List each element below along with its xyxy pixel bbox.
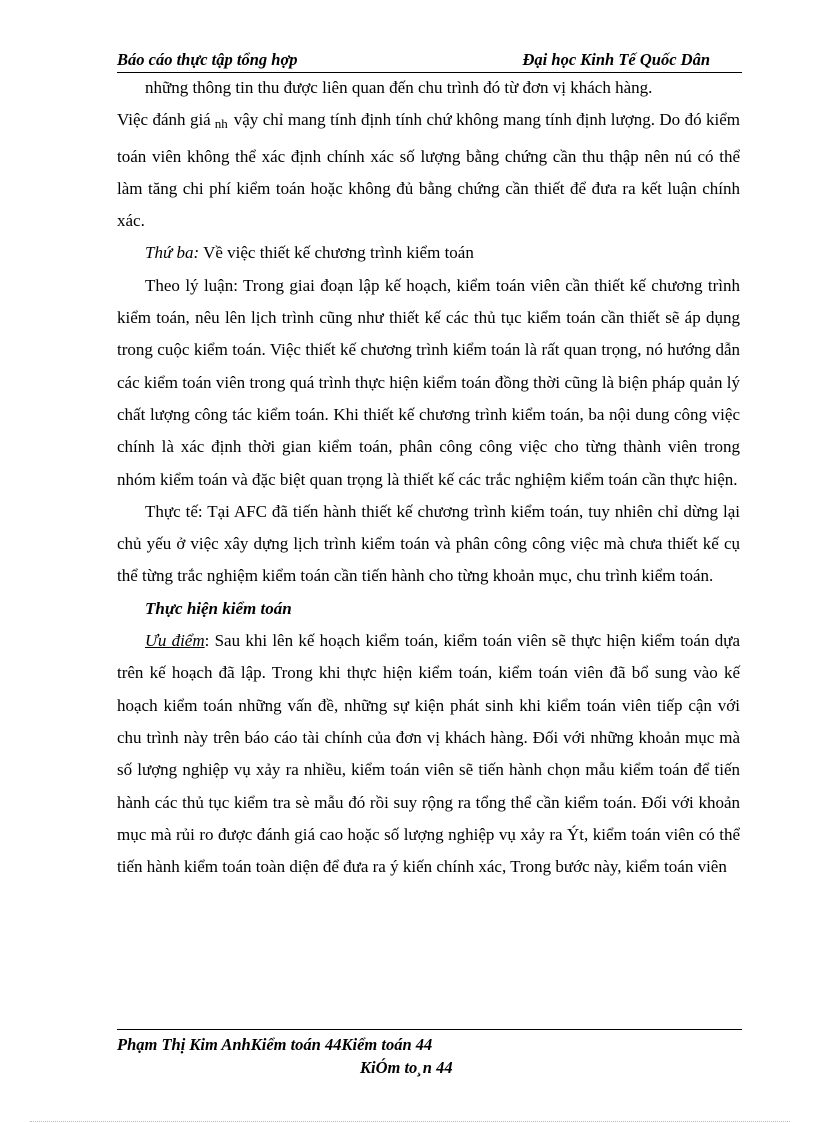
page-bottom-border bbox=[30, 1121, 790, 1122]
paragraph-evaluation-start: Việc đánh giá bbox=[117, 110, 211, 130]
document-body bbox=[117, 72, 740, 883]
footer-author: Phạm Thị Kim AnhKiểm toán 44Kiểm toán 44 bbox=[117, 1035, 433, 1054]
footer-department: KiÓm to¸n 44 bbox=[360, 1058, 453, 1077]
footer-divider bbox=[117, 1029, 742, 1030]
paragraph-evaluation-rest: vậy chỉ mang tính định tính chứ không mang tính định lượng. Do đó kiểm toán viên không thể xác định chính xác số lượng bằng chứng cần thu thập nên nú có thể làm tăng chi phí kiểm toán hoặc không đủ bằng chứng cần thiết để đưa ra kết luận chính xác. bbox=[117, 110, 740, 231]
paragraph-advantages bbox=[117, 625, 740, 883]
paragraph-theory: Theo lý luận: Trong giai đoạn lập kế hoạch, kiểm toán viên cần thiết kế chương trình kiểm toán, nêu lên lịch trình cũng như thiết kế các thủ tục kiểm toán cần thiết sẽ áp dụng trong cuộc kiểm toán. Việc thiết kế chương trình kiểm toán là rất quan trọng, nó hướng dẫn các kiểm toán viên trong quá trình thực hiện kiểm toán đồng thời cũng là biện pháp quản lý chất lượng công tác kiểm toán. Khi thiết kế chương trình kiểm toán, ba nội dung công việc chính là xác định thời gian kiểm toán, phân công công việc cho từng thành viên trong nhóm kiểm toán và đặc biệt quan trọng là thiết kế các trắc nghiệm kiểm toán cần thực hiện. bbox=[117, 275, 740, 489]
third-point-label: Thứ ba: bbox=[145, 243, 200, 263]
paragraph-evaluation-subscript: nh bbox=[214, 116, 228, 132]
page-header bbox=[117, 50, 742, 73]
third-point-text: Về việc thiết kế chương trình kiểm toán bbox=[199, 243, 474, 263]
header-university: Đại học Kinh Tế Quốc Dân bbox=[522, 50, 710, 69]
paragraph-practice: Thực tế: Tại AFC đã tiến hành thiết kế chương trình kiểm toán, tuy nhiên chỉ dừng lại chủ yếu ở việc xây dựng lịch trình kiểm toán và phân công công việc mà chưa thiết kế cụ thể từng trắc nghiệm kiểm toán cần tiến hành cho từng khoản mục, chu trình kiểm toán. bbox=[117, 501, 740, 586]
advantages-text: : Sau khi lên kế hoạch kiểm toán, kiểm toán viên sẽ thực hiện kiểm toán dựa trên kế hoạch đã lập. Trong khi thực hiện kiểm toán, kiểm toán viên đã bổ sung vào kế hoạch kiểm toán những vấn đề, những sự kiện phát sinh khi kiểm toán viên tiếp cận với chu trình này trên báo cáo tài chính của đơn vị khách hàng. Đối với những khoản mục mà số lượng nghiệp vụ xảy ra nhiều, kiểm toán viên sẽ tiến hành chọn mẫu kiểm toán để tiến hành các thủ tục kiểm tra sè mẫu đó rồi suy rộng ra tổng thể cần kiểm toán. Đối với khoản mục mà rủi ro được đánh giá cao hoặc số lượng nghiệp vụ xảy ra Ýt, kiểm toán viên có thể tiến hành kiểm toán toàn diện để đưa ra ý kiến chính xác, Trong bước này, kiểm toán viên bbox=[117, 631, 740, 877]
paragraph-continuation: những thông tin thu được liên quan đến chu trình đó từ đơn vị khách hàng. bbox=[145, 78, 653, 97]
header-report-title: Báo cáo thực tập tổng hợp bbox=[117, 50, 298, 69]
section-heading: Thực hiện kiểm toán bbox=[145, 598, 292, 618]
paragraph-third-point bbox=[117, 237, 740, 269]
advantages-label: Ưu điểm bbox=[145, 631, 205, 651]
paragraph-evaluation bbox=[117, 104, 740, 237]
